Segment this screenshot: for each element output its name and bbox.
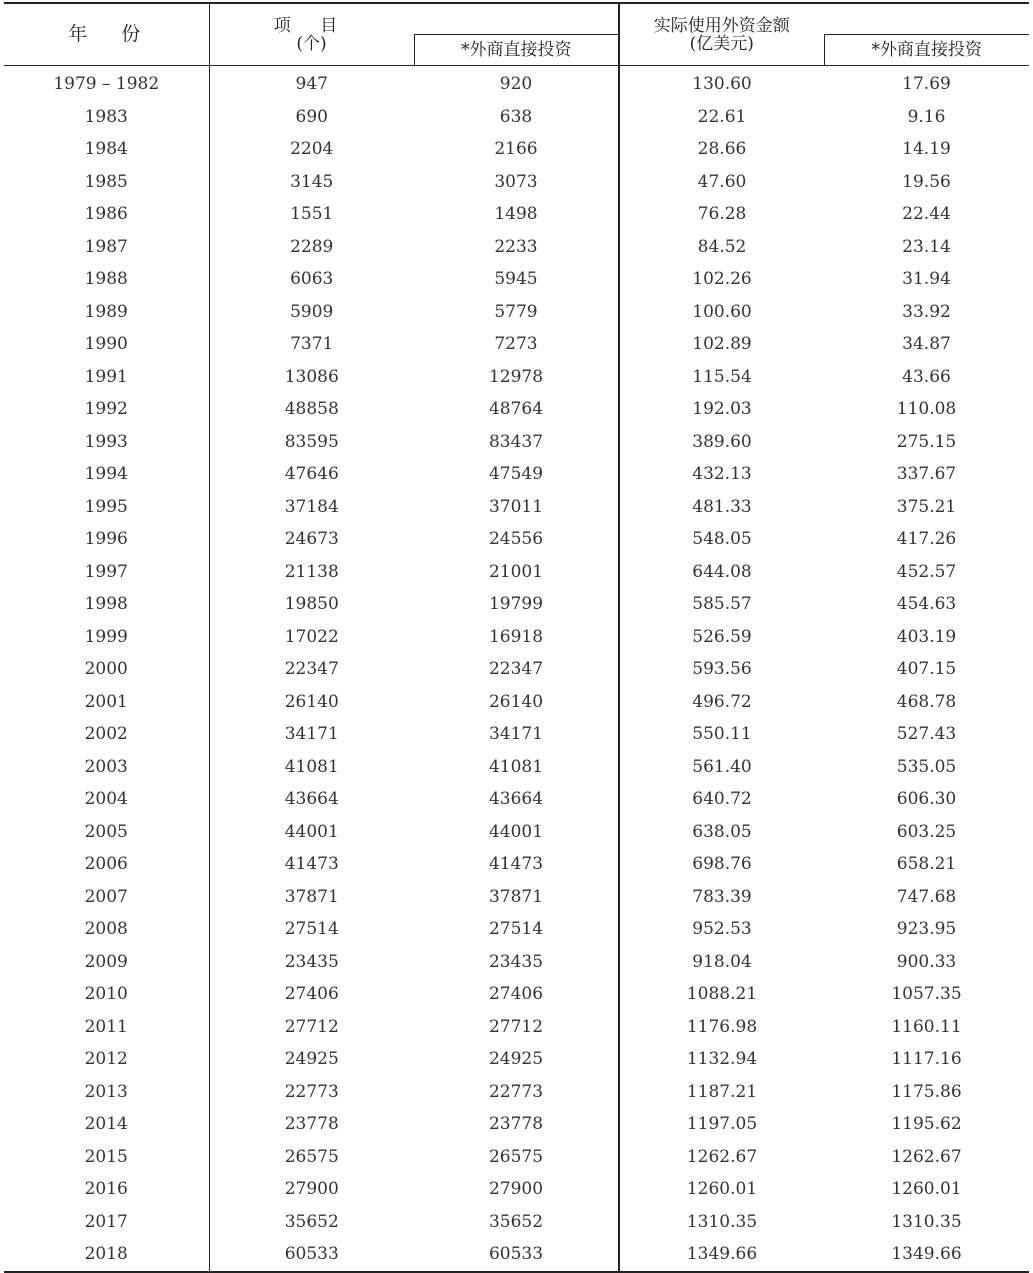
year-cell: 2014 [4, 1108, 209, 1141]
table-row [4, 751, 1029, 784]
projects-fdi-cell: 5945 [414, 263, 619, 296]
year-cell: 2008 [4, 913, 209, 946]
amount-cell: 952.53 [692, 919, 752, 940]
amount-fdi-cell: 33.92 [902, 301, 951, 322]
amount-fdi-cell: 1057.35 [891, 984, 962, 1005]
amount-fdi-cell: 19.56 [902, 171, 951, 192]
year-cell: 2004 [4, 783, 209, 816]
year-cell: 1997 [4, 556, 209, 589]
table-row [4, 393, 1029, 426]
projects-fdi-cell: 48764 [414, 393, 619, 426]
projects-fdi-cell: 638 [414, 101, 619, 134]
projects-fdi-cell: 23435 [414, 946, 619, 979]
year-cell: 2007 [4, 881, 209, 914]
year-cell: 2018 [4, 1238, 209, 1272]
projects-fdi-cell: 7273 [414, 328, 619, 361]
projects-cell: 6063 [290, 269, 334, 290]
amount-cell: 192.03 [692, 399, 752, 420]
amount-fdi-cell: 337.67 [896, 464, 957, 485]
projects-cell: 27406 [284, 984, 339, 1005]
year-cell: 2012 [4, 1043, 209, 1076]
projects-cell: 83595 [284, 431, 339, 452]
year-cell: 1996 [4, 523, 209, 556]
projects-fdi-cell: 41473 [414, 848, 619, 881]
projects-cell: 37871 [284, 886, 339, 907]
amount-fdi-cell: 31.94 [902, 269, 951, 290]
amount-cell: 130.60 [692, 74, 752, 95]
projects-header-label: 项 目 [273, 15, 350, 36]
amount-fdi-cell: 606.30 [896, 789, 957, 810]
amount-fdi-cell: 1310.35 [891, 1211, 962, 1232]
year-cell: 2011 [4, 1011, 209, 1044]
projects-cell: 2204 [290, 139, 334, 160]
foreign-investment-table [4, 2, 1029, 1273]
amount-fdi-cell: 22.44 [902, 204, 951, 225]
projects-fdi-cell: 920 [414, 66, 619, 101]
amount-cell: 47.60 [697, 171, 747, 192]
amount-header-label: 实际使用外资金额 [653, 15, 790, 36]
amount-fdi-subheader: *外商直接投资 [824, 35, 1029, 66]
amount-cell: 1260.01 [686, 1179, 758, 1200]
amount-cell: 526.59 [692, 626, 752, 647]
table-row [4, 426, 1029, 459]
projects-fdi-cell: 2233 [414, 231, 619, 264]
amount-fdi-cell: 923.95 [896, 919, 957, 940]
amount-column-header [619, 3, 824, 66]
amount-cell: 28.66 [697, 139, 747, 160]
projects-cell: 2289 [290, 236, 334, 257]
projects-fdi-cell: 23778 [414, 1108, 619, 1141]
projects-fdi-cell: 34171 [414, 718, 619, 751]
statistics-table-page [4, 2, 1029, 1266]
projects-cell: 22773 [284, 1081, 339, 1102]
year-cell: 2001 [4, 686, 209, 719]
table-row [4, 653, 1029, 686]
table-row [4, 296, 1029, 329]
table-row [4, 978, 1029, 1011]
year-column-header: 年 份 [4, 3, 209, 66]
projects-cell: 43664 [284, 789, 339, 810]
amount-cell: 496.72 [692, 691, 752, 712]
amount-cell: 1176.98 [686, 1016, 758, 1037]
year-cell: 2000 [4, 653, 209, 686]
projects-cell: 24673 [284, 529, 339, 550]
amount-cell: 550.11 [692, 724, 752, 745]
amount-cell: 1349.66 [619, 1238, 824, 1272]
amount-fdi-cell: 658.21 [896, 854, 957, 875]
projects-fdi-cell: 60533 [414, 1238, 619, 1272]
table-row [4, 198, 1029, 231]
table-row [4, 588, 1029, 621]
amount-fdi-cell: 43.66 [902, 366, 951, 387]
table-row [4, 101, 1029, 134]
amount-cell: 638.05 [692, 821, 752, 842]
projects-cell: 27514 [284, 919, 339, 940]
projects-cell: 17022 [284, 626, 339, 647]
projects-fdi-cell: 47549 [414, 458, 619, 491]
amount-cell: 76.28 [697, 204, 747, 225]
year-cell: 1990 [4, 328, 209, 361]
year-cell: 2003 [4, 751, 209, 784]
table-row [4, 231, 1029, 264]
amount-cell: 1132.94 [686, 1049, 758, 1070]
amount-fdi-cell: 603.25 [896, 821, 957, 842]
projects-cell: 22347 [284, 659, 339, 680]
amount-cell: 102.89 [692, 334, 752, 355]
projects-fdi-cell: 19799 [414, 588, 619, 621]
year-cell: 1983 [4, 101, 209, 134]
amount-fdi-cell: 1349.66 [824, 1238, 1029, 1272]
year-cell: 1994 [4, 458, 209, 491]
projects-fdi-cell: 1498 [414, 198, 619, 231]
amount-cell: 22.61 [697, 106, 747, 127]
year-cell: 2002 [4, 718, 209, 751]
projects-fdi-cell: 27712 [414, 1011, 619, 1044]
amount-cell: 585.57 [692, 594, 752, 615]
projects-cell: 5909 [290, 301, 334, 322]
table-row [4, 263, 1029, 296]
projects-cell: 1551 [290, 204, 334, 225]
amount-cell: 593.56 [692, 659, 752, 680]
projects-fdi-cell: 3073 [414, 166, 619, 199]
amount-cell: 432.13 [692, 464, 752, 485]
table-row [4, 1011, 1029, 1044]
amount-fdi-cell: 1260.01 [891, 1179, 962, 1200]
year-cell: 1989 [4, 296, 209, 329]
projects-fdi-cell: 16918 [414, 621, 619, 654]
amount-fdi-cell: 17.69 [902, 74, 951, 95]
amount-fdi-cell: 747.68 [896, 886, 957, 907]
table-row [4, 816, 1029, 849]
amount-fdi-cell: 403.19 [896, 626, 957, 647]
projects-fdi-cell: 26140 [414, 686, 619, 719]
year-cell: 1991 [4, 361, 209, 394]
amount-fdi-cell: 454.63 [896, 594, 957, 615]
amount-cell: 640.72 [692, 789, 752, 810]
projects-fdi-cell: 27900 [414, 1173, 619, 1206]
table-row [4, 718, 1029, 751]
amount-fdi-cell: 1117.16 [891, 1049, 962, 1070]
amount-cell: 100.60 [692, 301, 752, 322]
year-cell: 2015 [4, 1141, 209, 1174]
table-row [4, 881, 1029, 914]
projects-cell: 19850 [284, 594, 339, 615]
amount-cell: 1187.21 [686, 1081, 758, 1102]
amount-header-unit: (亿美元) [689, 33, 754, 54]
projects-cell: 44001 [284, 821, 339, 842]
table-row [4, 686, 1029, 719]
year-cell: 2006 [4, 848, 209, 881]
table-row [4, 621, 1029, 654]
year-cell: 1993 [4, 426, 209, 459]
projects-fdi-cell: 35652 [414, 1206, 619, 1239]
amount-cell: 102.26 [692, 269, 752, 290]
table-body [4, 66, 1029, 1272]
amount-fdi-cell: 275.15 [896, 431, 957, 452]
projects-cell: 23778 [284, 1114, 339, 1135]
year-cell: 1979 – 1982 [4, 66, 209, 101]
amount-fdi-cell: 527.43 [896, 724, 957, 745]
projects-header-spacer [414, 3, 619, 35]
projects-cell: 7371 [290, 334, 334, 355]
table-row [4, 1108, 1029, 1141]
year-cell: 1987 [4, 231, 209, 264]
projects-cell: 13086 [284, 366, 339, 387]
amount-fdi-cell: 375.21 [896, 496, 957, 517]
year-cell: 2005 [4, 816, 209, 849]
table-header [4, 3, 1029, 66]
projects-cell: 947 [295, 74, 328, 95]
amount-cell: 644.08 [692, 561, 752, 582]
projects-cell: 41473 [284, 854, 339, 875]
projects-fdi-cell: 22347 [414, 653, 619, 686]
projects-cell: 690 [295, 106, 328, 127]
table-row [4, 66, 1029, 101]
projects-column-header [209, 3, 414, 66]
amount-cell: 918.04 [692, 951, 752, 972]
projects-fdi-cell: 83437 [414, 426, 619, 459]
amount-fdi-cell: 1175.86 [891, 1081, 962, 1102]
year-cell: 2017 [4, 1206, 209, 1239]
amount-fdi-cell: 468.78 [896, 691, 957, 712]
amount-fdi-cell: 417.26 [896, 529, 957, 550]
table-row [4, 166, 1029, 199]
table-row [4, 458, 1029, 491]
amount-fdi-cell: 900.33 [896, 951, 957, 972]
amount-cell: 548.05 [692, 529, 752, 550]
amount-cell: 1310.35 [686, 1211, 758, 1232]
year-cell: 1984 [4, 133, 209, 166]
amount-fdi-cell: 535.05 [896, 756, 957, 777]
amount-cell: 698.76 [692, 854, 752, 875]
projects-fdi-cell: 43664 [414, 783, 619, 816]
year-cell: 1995 [4, 491, 209, 524]
projects-fdi-cell: 26575 [414, 1141, 619, 1174]
year-cell: 1992 [4, 393, 209, 426]
projects-header-unit: (个) [296, 33, 327, 54]
year-cell: 2010 [4, 978, 209, 1011]
projects-cell: 21138 [284, 561, 339, 582]
year-cell: 1988 [4, 263, 209, 296]
year-cell: 2009 [4, 946, 209, 979]
year-cell: 1985 [4, 166, 209, 199]
projects-fdi-cell: 24925 [414, 1043, 619, 1076]
projects-cell: 27900 [284, 1179, 339, 1200]
amount-header-spacer [824, 3, 1029, 35]
projects-cell: 41081 [284, 756, 339, 777]
projects-cell: 27712 [284, 1016, 339, 1037]
amount-cell: 389.60 [692, 431, 752, 452]
table-row [4, 491, 1029, 524]
amount-fdi-cell: 34.87 [902, 334, 951, 355]
projects-fdi-cell: 37871 [414, 881, 619, 914]
projects-cell: 37184 [284, 496, 339, 517]
amount-fdi-cell: 110.08 [896, 399, 957, 420]
amount-fdi-cell: 14.19 [902, 139, 951, 160]
projects-cell: 47646 [284, 464, 339, 485]
projects-fdi-cell: 24556 [414, 523, 619, 556]
projects-cell: 34171 [284, 724, 339, 745]
amount-fdi-cell: 1160.11 [891, 1016, 962, 1037]
table-row [4, 1206, 1029, 1239]
table-row [4, 913, 1029, 946]
table-row [4, 1076, 1029, 1109]
amount-fdi-cell: 1262.67 [891, 1146, 962, 1167]
table-row [4, 848, 1029, 881]
amount-fdi-cell: 23.14 [902, 236, 951, 257]
year-cell: 2016 [4, 1173, 209, 1206]
projects-cell: 26140 [284, 691, 339, 712]
projects-fdi-subheader: *外商直接投资 [414, 35, 619, 66]
amount-cell: 1088.21 [686, 984, 758, 1005]
amount-cell: 1197.05 [686, 1114, 758, 1135]
projects-fdi-cell: 41081 [414, 751, 619, 784]
year-cell: 2013 [4, 1076, 209, 1109]
table-row [4, 523, 1029, 556]
amount-cell: 783.39 [692, 886, 752, 907]
projects-cell: 48858 [284, 399, 339, 420]
amount-fdi-cell: 9.16 [907, 106, 946, 127]
amount-cell: 561.40 [692, 756, 752, 777]
projects-fdi-cell: 27406 [414, 978, 619, 1011]
projects-fdi-cell: 22773 [414, 1076, 619, 1109]
table-row [4, 946, 1029, 979]
projects-fdi-cell: 44001 [414, 816, 619, 849]
projects-cell: 23435 [284, 951, 339, 972]
amount-fdi-cell: 1195.62 [891, 1114, 962, 1135]
table-row [4, 1173, 1029, 1206]
projects-cell: 60533 [209, 1238, 414, 1272]
projects-fdi-cell: 2166 [414, 133, 619, 166]
year-cell: 1999 [4, 621, 209, 654]
projects-cell: 3145 [290, 171, 334, 192]
amount-cell: 481.33 [692, 496, 752, 517]
table-row [4, 1141, 1029, 1174]
table-row [4, 361, 1029, 394]
table-row [4, 556, 1029, 589]
amount-cell: 1262.67 [686, 1146, 758, 1167]
projects-fdi-cell: 5779 [414, 296, 619, 329]
projects-fdi-cell: 21001 [414, 556, 619, 589]
amount-fdi-cell: 407.15 [896, 659, 957, 680]
table-row [4, 328, 1029, 361]
amount-fdi-cell: 452.57 [896, 561, 957, 582]
table-row [4, 1043, 1029, 1076]
projects-cell: 24925 [284, 1049, 339, 1070]
table-row [4, 133, 1029, 166]
year-cell: 1986 [4, 198, 209, 231]
year-cell: 1998 [4, 588, 209, 621]
amount-cell: 115.54 [692, 366, 752, 387]
projects-cell: 26575 [284, 1146, 339, 1167]
projects-fdi-cell: 12978 [414, 361, 619, 394]
table-row [4, 783, 1029, 816]
amount-cell: 84.52 [697, 236, 747, 257]
projects-fdi-cell: 27514 [414, 913, 619, 946]
table-row [4, 1238, 1029, 1272]
projects-cell: 35652 [284, 1211, 339, 1232]
projects-fdi-cell: 37011 [414, 491, 619, 524]
